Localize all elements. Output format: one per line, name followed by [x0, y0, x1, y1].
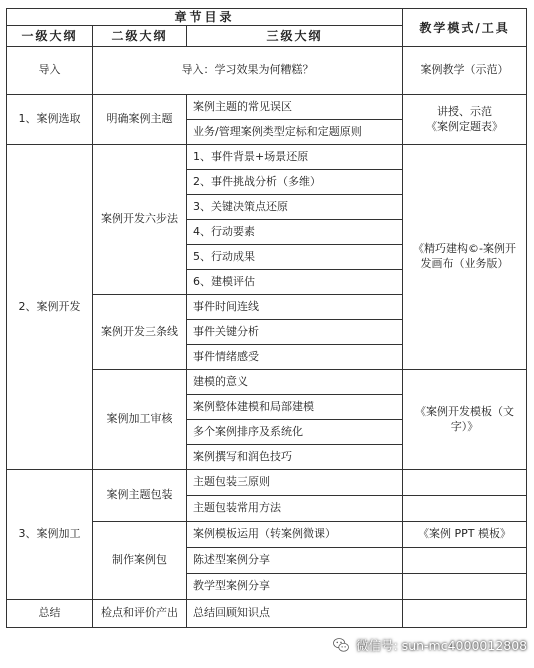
summary-content: 总结回顾知识点 — [187, 600, 403, 628]
s3-g2-mode: 《案例 PPT 模板》 — [403, 522, 527, 548]
s2-level1: 2、案例开发 — [7, 145, 93, 470]
s2-g3-mode: 《案例开发模板（文字）》 — [403, 370, 527, 470]
s2-g1-item: 2、事件挑战分析（多维） — [187, 170, 403, 195]
table-caption: 章节目录 — [7, 9, 403, 26]
s2-g3-level2: 案例加工审核 — [93, 370, 187, 470]
s1-item: 案例主题的常见误区 — [187, 95, 403, 120]
header-level1: 一级大纲 — [7, 26, 93, 47]
intro-mode: 案例教学（示范） — [403, 47, 527, 95]
s3-g2-item: 案例模板运用（转案例微课） — [187, 522, 403, 548]
s3-g1-item: 主题包装三原则 — [187, 470, 403, 496]
s1-item: 业务/管理案例类型定标和定题原则 — [187, 120, 403, 145]
s3-g2-item: 教学型案例分享 — [187, 574, 403, 600]
s3-g2-item: 陈述型案例分享 — [187, 548, 403, 574]
s2-g1-mode: 《精巧建构©-案例开发画布（业务版） — [403, 145, 527, 370]
s2-g2-item: 事件关键分析 — [187, 320, 403, 345]
intro-level1: 导入 — [7, 47, 93, 95]
s3-g1-level2: 案例主题包装 — [93, 470, 187, 522]
wechat-icon — [332, 636, 350, 654]
s2-g1-item: 4、行动要素 — [187, 220, 403, 245]
header-level3: 三级大纲 — [187, 26, 403, 47]
s2-g2-level2: 案例开发三条线 — [93, 295, 187, 370]
header-level2: 二级大纲 — [93, 26, 187, 47]
summary-level1: 总结 — [7, 600, 93, 628]
wechat-watermark — [332, 634, 527, 656]
s2-g1-level2: 案例开发六步法 — [93, 145, 187, 295]
s3-empty-mode — [403, 548, 527, 574]
summary-empty-mode — [403, 600, 527, 628]
s3-level1: 3、案例加工 — [7, 470, 93, 600]
s1-level2: 明确案例主题 — [93, 95, 187, 145]
s2-g1-item: 5、行动成果 — [187, 245, 403, 270]
s3-g2-level2: 制作案例包 — [93, 522, 187, 600]
s2-g3-item: 案例整体建模和局部建模 — [187, 395, 403, 420]
s2-g1-item: 3、关键决策点还原 — [187, 195, 403, 220]
s1-level1: 1、案例选取 — [7, 95, 93, 145]
s2-g3-item: 多个案例排序及系统化 — [187, 420, 403, 445]
s2-g2-item: 事件时间连线 — [187, 295, 403, 320]
s2-g3-item: 建模的意义 — [187, 370, 403, 395]
watermark-label: 微信号: sun-mc4000012808 — [356, 638, 528, 653]
s1-mode: 讲授、示范 《案例定题表》 — [403, 95, 527, 145]
header-mode: 教学模式/工具 — [403, 9, 527, 47]
s2-g1-item: 6、建模评估 — [187, 270, 403, 295]
s2-g2-item: 事件情绪感受 — [187, 345, 403, 370]
s3-empty-mode — [403, 470, 527, 496]
s3-g1-item: 主题包装常用方法 — [187, 496, 403, 522]
summary-level2: 检点和评价产出 — [93, 600, 187, 628]
s3-empty-mode — [403, 496, 527, 522]
s2-g1-item: 1、事件背景+场景还原 — [187, 145, 403, 170]
s2-g3-item: 案例撰写和润色技巧 — [187, 445, 403, 470]
s3-empty-mode — [403, 574, 527, 600]
intro-content: 导入：学习效果为何糟糕？ — [93, 47, 403, 95]
course-outline-table — [6, 8, 527, 628]
